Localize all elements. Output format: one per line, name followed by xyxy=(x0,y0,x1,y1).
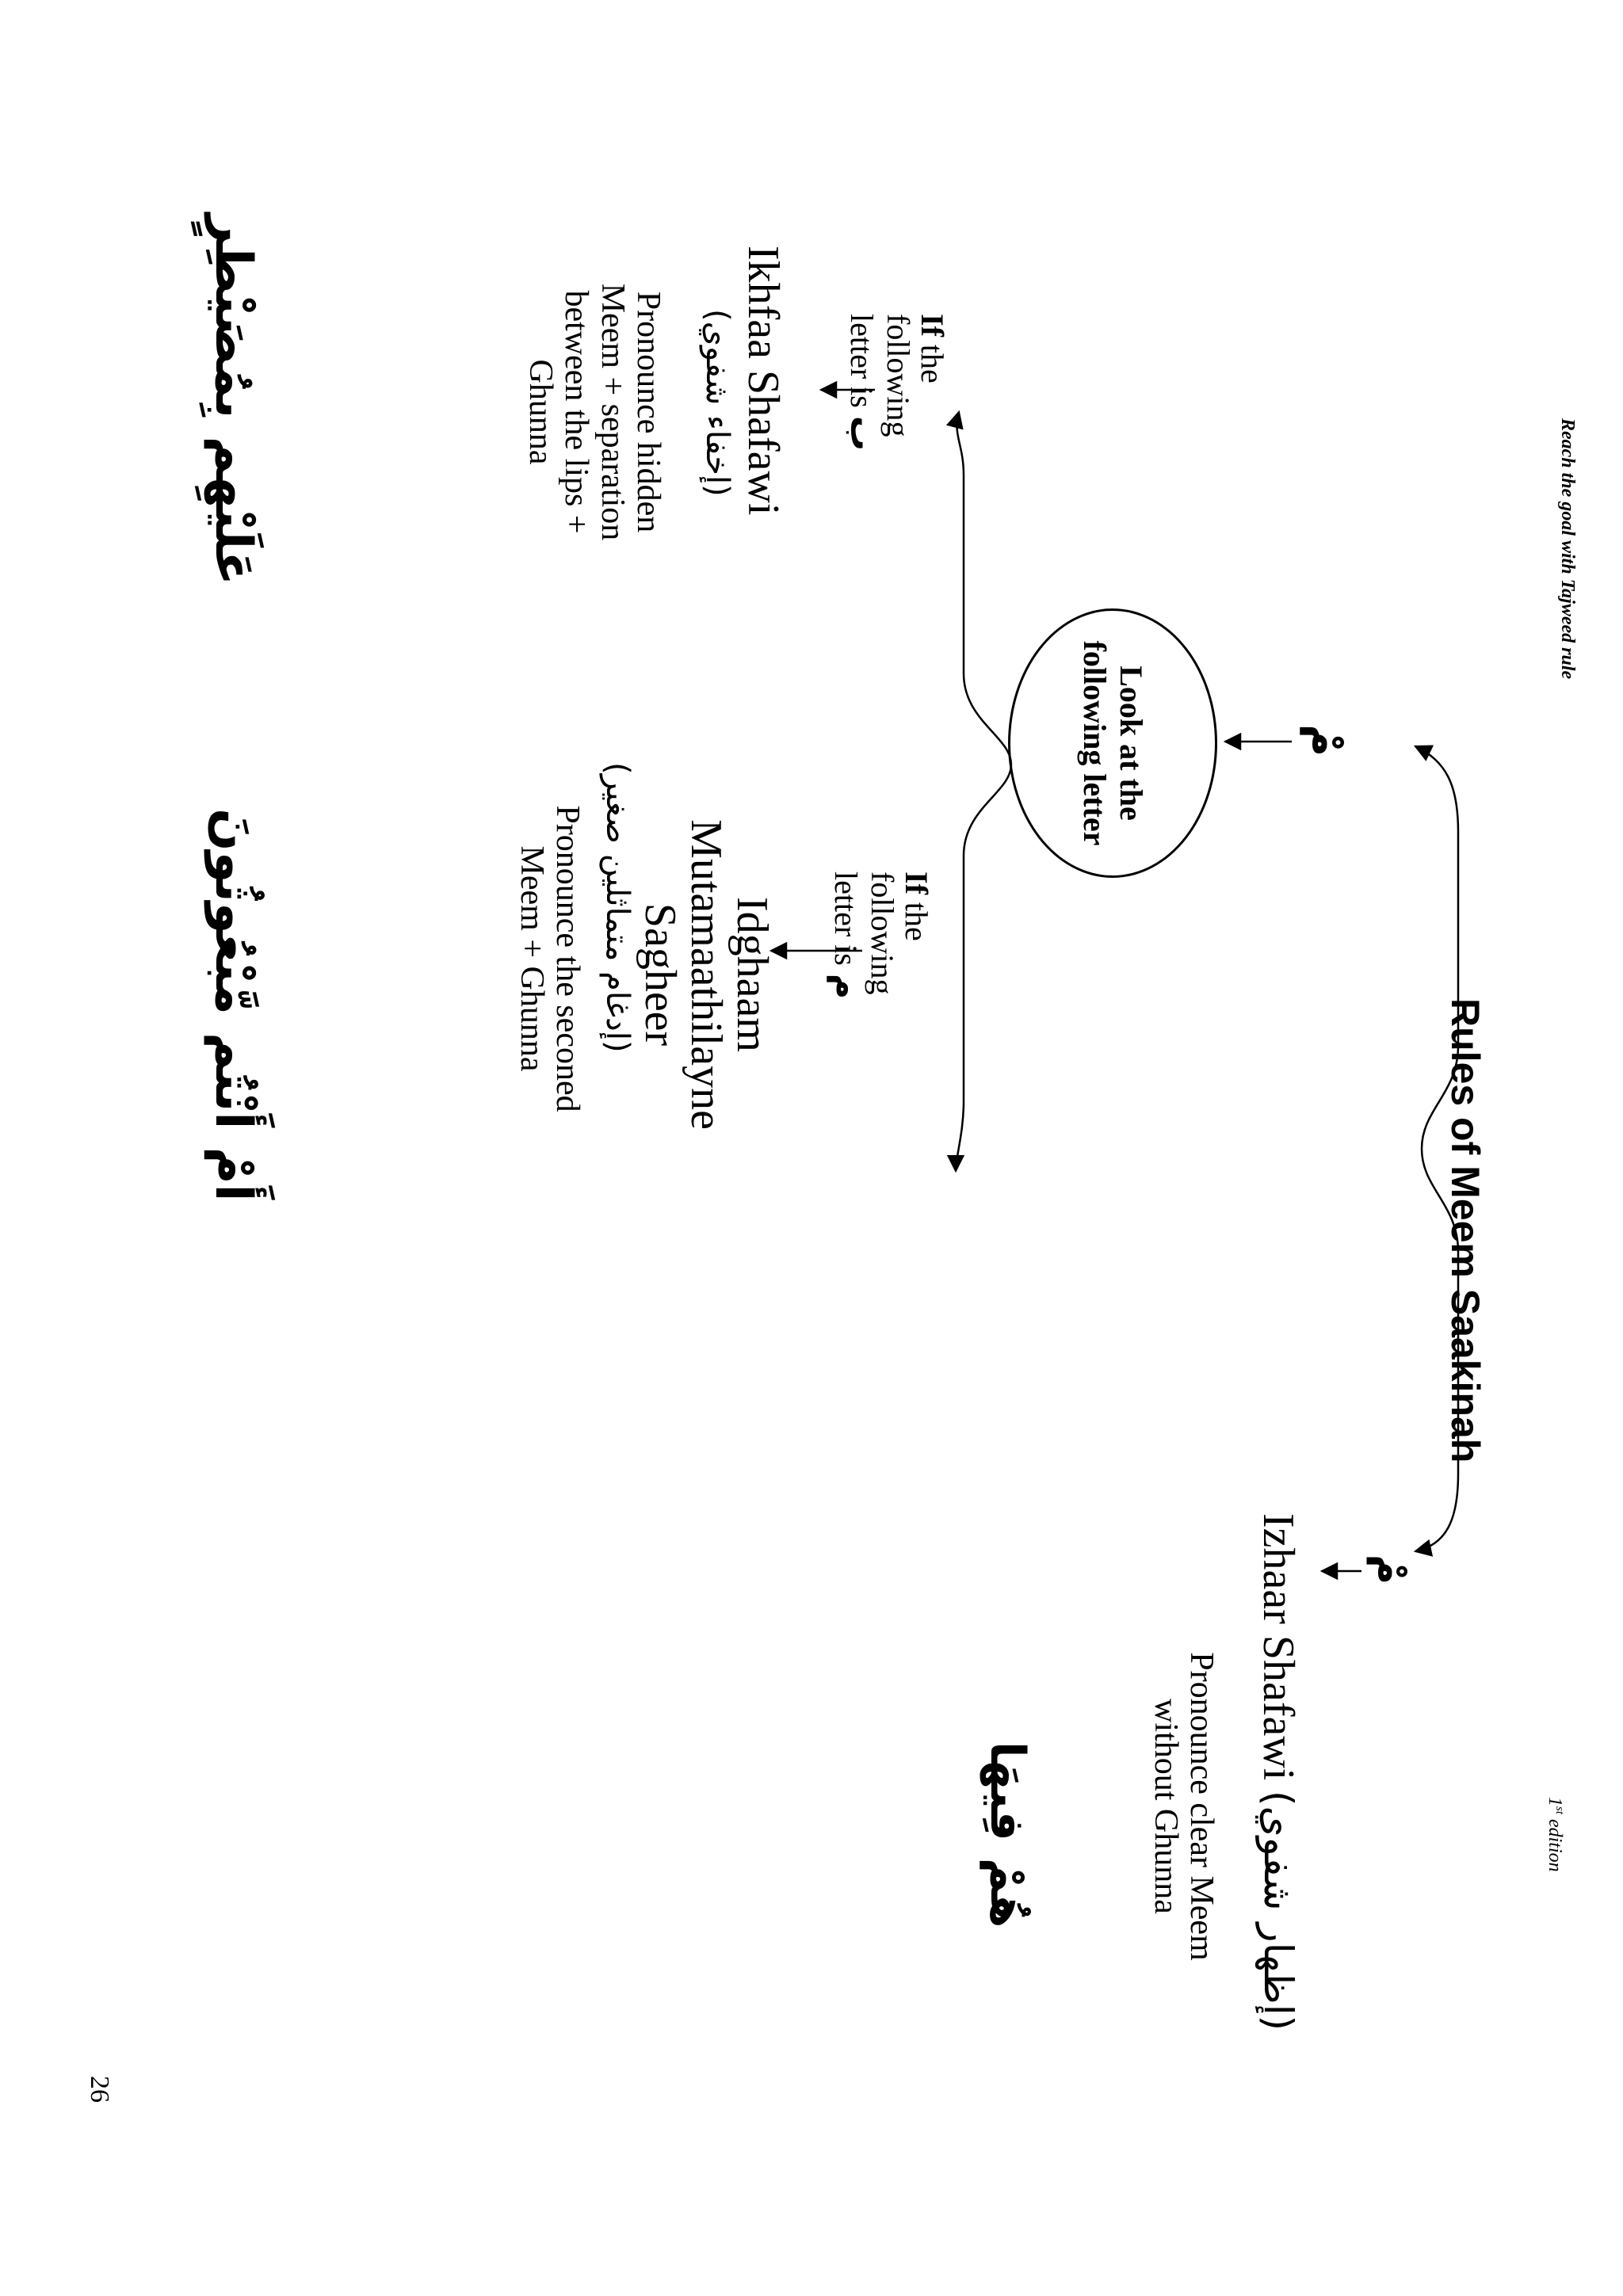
idghaam-rule-name xyxy=(636,753,775,1196)
node-to-ikhfaa-arrow xyxy=(957,412,1011,765)
ikhfaa-desc-line-2: Meem + separation xyxy=(594,283,631,541)
branch-meem-glyph: مْ xyxy=(1300,724,1351,757)
idghaam-arabic-name: (إدغام متماثلين صغير) xyxy=(599,762,636,1053)
idghaam-name-line-1: Idghaam xyxy=(727,897,777,1052)
node-line-2: following letter xyxy=(1077,640,1113,846)
edition-label xyxy=(1544,1797,1566,1872)
ikhfaa-condition-bold: If xyxy=(915,314,950,337)
idghaam-letter: م xyxy=(826,973,867,1000)
idghaam-condition-bold: If xyxy=(899,871,934,894)
ikhfaa-condition-line-3: letter is xyxy=(843,314,880,408)
idghaam-condition-rest: the xyxy=(899,894,934,941)
page-number: 26 xyxy=(85,2076,114,2103)
ikhfaa-condition-line-2: following xyxy=(880,314,916,437)
izhaar-arabic-name: (إظهار شفوي) xyxy=(1255,1791,1301,2031)
node-to-idghaam-arrow xyxy=(956,765,1011,1171)
ikhfaa-description xyxy=(522,222,666,602)
idghaam-example: أَمْ أَنْتُم مَّبْعُوثُونَ xyxy=(204,808,262,1202)
edition-number: 1 xyxy=(1545,1797,1565,1806)
header-subtitle: Reach the goal with Tajweed rule xyxy=(1557,418,1578,680)
izhaar-description xyxy=(1147,1585,1219,2028)
edition-suffix: st xyxy=(1553,1806,1566,1815)
ikhfaa-example: عَلَيْهِم بِمُصَيْطِرٍ xyxy=(204,214,262,585)
izhaar-desc-line-1: Pronounce clear Meem xyxy=(1183,1652,1220,1961)
idghaam-name-line-2: Mutamaathilayne xyxy=(681,819,731,1130)
ikhfaa-desc-line-1: Pronounce hidden xyxy=(630,291,666,533)
ikhfaa-letter: ب xyxy=(842,415,883,452)
idghaam-name-line-3: Sagheer xyxy=(635,902,685,1047)
edition-word: edition xyxy=(1545,1814,1565,1872)
idghaam-condition-line-3: letter is xyxy=(827,871,864,966)
ikhfaa-desc-line-3: between the lips + xyxy=(558,290,595,534)
idghaam-condition xyxy=(827,871,934,999)
idghaam-desc-line-2: Meem + Ghunna xyxy=(513,845,550,1072)
ikhfaa-rule-name: Ikhfaa Shafawi xyxy=(739,246,788,516)
ikhfaa-condition xyxy=(843,314,949,451)
izhaar-example: هُمْ فِيهَا xyxy=(980,1741,1035,1928)
idghaam-condition-line-2: following xyxy=(864,871,900,995)
izhaar-meem-glyph: مْ xyxy=(1366,1554,1414,1585)
ikhfaa-desc-line-4: Ghunna xyxy=(521,359,559,465)
izhaar-desc-line-2: without Ghunna xyxy=(1147,1699,1184,1914)
ikhfaa-arabic-name: (إخفاء شفوي) xyxy=(699,309,735,497)
izhaar-rule-name: Izhaar Shafawi xyxy=(1254,1513,1303,1781)
diagram-title: Rules of Meem Saakinah xyxy=(1443,998,1487,1463)
node-line-1: Look at the xyxy=(1113,666,1149,821)
ikhfaa-condition-rest: the xyxy=(915,336,950,383)
look-at-following-letter-node xyxy=(1008,608,1217,878)
idghaam-desc-line-1: Pronounce the seconed xyxy=(549,805,586,1112)
idghaam-description xyxy=(513,753,585,1165)
